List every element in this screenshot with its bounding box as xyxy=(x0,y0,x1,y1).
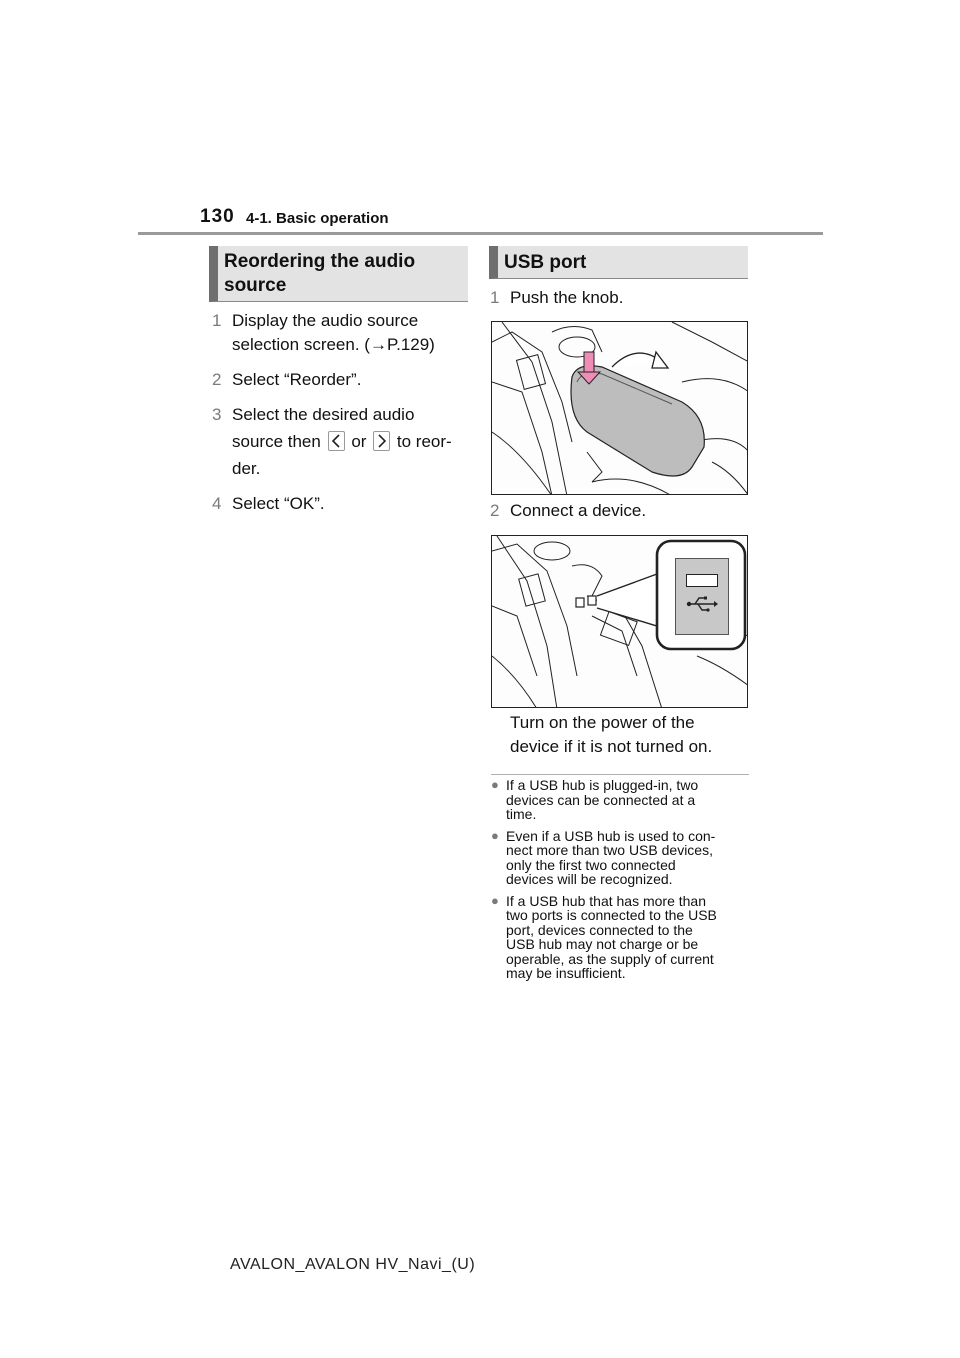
reorder-heading xyxy=(209,246,468,302)
step-4 xyxy=(212,492,477,516)
footer-model-code: AVALON_AVALON HV_Navi_(U) xyxy=(230,1256,476,1273)
header-rule xyxy=(138,232,823,235)
reorder-steps xyxy=(212,309,477,527)
step-text: Push the knob. xyxy=(510,288,624,307)
note-item xyxy=(491,829,753,887)
step-text-with-icons xyxy=(232,427,477,457)
note-text: nect more than two USB devices, xyxy=(506,842,713,858)
bullet-icon xyxy=(492,711,510,759)
usb-icon xyxy=(686,596,718,617)
bullet-text: device if it is not turned on. xyxy=(510,737,713,756)
step-text: selection screen. (→P.129) xyxy=(232,335,435,354)
note-text: USB hub may not charge or be xyxy=(506,936,699,952)
usb-port-illustration xyxy=(491,535,748,708)
step-3 xyxy=(212,403,477,481)
step-number: 4 xyxy=(212,494,222,513)
usb-notes xyxy=(491,778,753,988)
step-text: source then xyxy=(232,432,321,451)
note-text: operable, as the supply of current xyxy=(506,950,714,967)
note-text: If a USB hub that has more than xyxy=(506,892,707,909)
usb-step-1 xyxy=(490,286,623,310)
note-bullet-icon: ● xyxy=(491,827,499,843)
step-number: 2 xyxy=(212,370,222,389)
note-text: only the first two connected xyxy=(506,856,676,873)
step-text: Select the desired audio xyxy=(232,405,415,424)
step-number: 3 xyxy=(212,405,222,424)
step-text: Select “Reorder”. xyxy=(232,370,362,389)
console-knob-illustration xyxy=(491,321,748,495)
step-number: 2 xyxy=(490,501,500,520)
usb-bullet xyxy=(492,711,752,759)
note-text: Even if a USB hub is used to con- xyxy=(506,827,716,844)
note-text: port, devices connected to the xyxy=(506,921,693,938)
section-title: 4-1. Basic operation xyxy=(246,210,389,227)
step-text: to reor- xyxy=(396,432,452,451)
step-text: Connect a device. xyxy=(510,501,647,520)
usb-port-heading: USB port xyxy=(489,246,748,279)
note-item xyxy=(491,894,753,981)
reorder-heading-line1: Reordering the audio xyxy=(224,251,416,272)
note-text: If a USB hub is plugged-in, two xyxy=(506,777,699,793)
note-text: devices can be connected at a xyxy=(506,791,696,808)
step-text: Display the audio source xyxy=(232,311,419,330)
note-text: two ports is connected to the USB xyxy=(506,907,717,923)
page-number: 130 xyxy=(200,206,235,227)
usb-step-2 xyxy=(490,499,646,523)
chevron-left-icon xyxy=(328,431,345,451)
step-text: Select “OK”. xyxy=(232,494,325,513)
note-item xyxy=(491,778,753,822)
bullet-text: Turn on the power of the xyxy=(510,713,695,732)
step-2 xyxy=(212,368,477,392)
step-text: der. xyxy=(232,459,261,478)
note-text: may be insufficient. xyxy=(506,965,626,981)
note-text: time. xyxy=(506,806,537,822)
reorder-heading-line2: source xyxy=(224,275,287,296)
note-bullet-icon: ● xyxy=(491,777,499,792)
note-bullet-icon: ● xyxy=(491,892,499,908)
step-text: or xyxy=(351,432,367,451)
usb-socket xyxy=(686,574,718,587)
chevron-right-icon xyxy=(373,431,390,451)
step-number: 1 xyxy=(212,311,222,330)
notes-divider xyxy=(491,774,749,775)
note-text: devices will be recognized. xyxy=(506,871,673,887)
step-number: 1 xyxy=(490,288,500,307)
step-1 xyxy=(212,309,477,357)
